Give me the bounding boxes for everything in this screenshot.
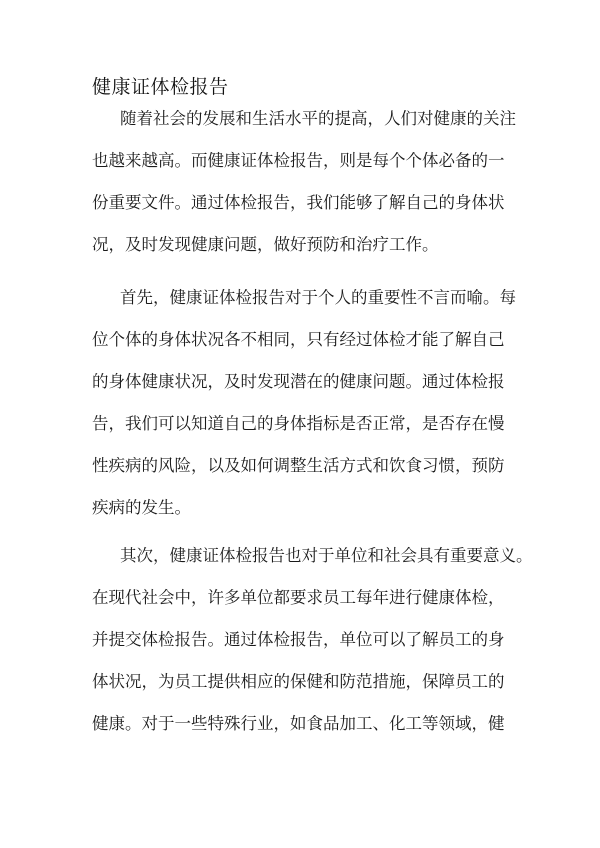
paragraph-1-line-4: 况，及时发现健康问题，做好预防和治疗工作。 <box>92 235 439 254</box>
paragraph-3-line-5: 健康。对于一些特殊行业，如食品加工、化工等领域，健 <box>92 714 505 733</box>
page-title: 健康证体检报告 <box>92 76 229 98</box>
paragraph-2-line-3: 的身体健康状况，及时发现潜在的健康问题。通过体检报 <box>92 372 505 391</box>
paragraph-1-line-2: 也越来越高。而健康证体检报告，则是每个个体必备的一 <box>92 151 505 170</box>
paragraph-1-line-1: 随着社会的发展和生活水平的提高，人们对健康的关注 <box>120 109 516 128</box>
paragraph-1-line-3: 份重要文件。通过体检报告，我们能够了解自己的身体状 <box>92 193 505 212</box>
paragraph-2-line-1: 首先，健康证体检报告对于个人的重要性不言而喻。每 <box>120 288 516 307</box>
paragraph-2-line-6: 疾病的发生。 <box>92 498 191 517</box>
paragraph-2-line-5: 性疾病的风险，以及如何调整生活方式和饮食习惯，预防 <box>92 456 505 475</box>
paragraph-3-line-2: 在现代社会中，许多单位都要求员工每年进行健康体检， <box>92 588 505 607</box>
paragraph-3-line-3: 并提交体检报告。通过体检报告，单位可以了解员工的身 <box>92 630 505 649</box>
paragraph-2-line-2: 位个体的身体状况各不相同，只有经过体检才能了解自己 <box>92 330 505 349</box>
paragraph-3-line-1: 其次，健康证体检报告也对于单位和社会具有重要意义。 <box>120 546 533 565</box>
paragraph-3-line-4: 体状况，为员工提供相应的保健和防范措施，保障员工的 <box>92 672 505 691</box>
paragraph-2-line-4: 告，我们可以知道自己的身体指标是否正常，是否存在慢 <box>92 414 505 433</box>
